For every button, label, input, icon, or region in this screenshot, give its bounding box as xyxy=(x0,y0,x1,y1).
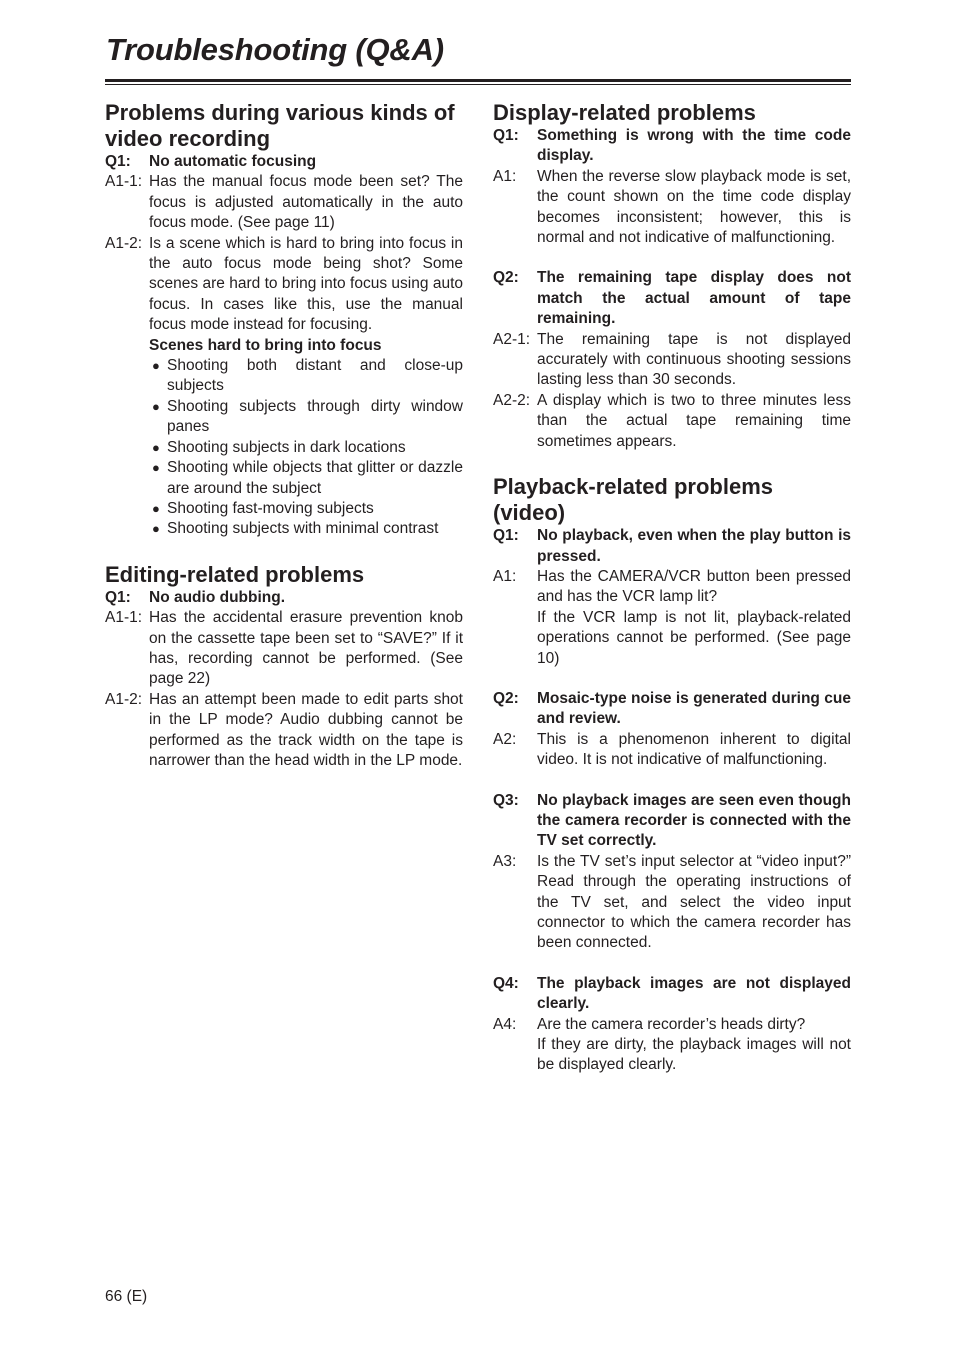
recording-q1 xyxy=(105,152,463,172)
editing-heading: Editing-related problems xyxy=(105,561,365,587)
title-rule-thick xyxy=(105,79,851,82)
answer-label: A1-2: xyxy=(105,234,143,252)
bullet-icon: ● xyxy=(152,460,160,476)
display-q1 xyxy=(493,126,851,167)
editing-section xyxy=(105,562,463,772)
display-q2 xyxy=(493,268,851,329)
question-label: Q3: xyxy=(493,791,519,809)
scenes-list xyxy=(149,356,463,540)
list-item: ● Shooting subjects with minimal contrast xyxy=(149,519,463,539)
question-label: Q2: xyxy=(493,269,519,287)
scenes-heading: Scenes hard to bring into focus xyxy=(149,336,382,354)
display-a2-1 xyxy=(493,330,851,391)
playback-q1 xyxy=(493,526,851,567)
answer-label: A4: xyxy=(493,1015,517,1033)
answer-text: If the VCR lamp is not lit, playback-related operations cannot be performed. (See page 10) xyxy=(537,608,851,667)
bullet-icon: ● xyxy=(152,500,160,516)
bullet-icon: ● xyxy=(152,358,160,374)
editing-a1-2 xyxy=(105,690,463,772)
answer-label: A1-1: xyxy=(105,173,143,191)
playback-a1-continued xyxy=(493,608,851,669)
answer-text: This is a phenomenon inherent to digital video. It is not indicative of malfunctioning. xyxy=(537,730,851,769)
answer-text: Is the TV set’s input selector at “video input?” Read through the operating instructions of the TV set, and select the video input connector to which the camera recorder has been connected. xyxy=(537,852,851,952)
question-text: No playback, even when the play button is pressed. xyxy=(537,527,851,565)
bullet-icon: ● xyxy=(152,398,160,414)
recording-a1-2 xyxy=(105,234,463,336)
answer-text: When the reverse slow playback mode is set, the count shown on the time code display becomes inconsistent; however, this is normal and not indicative of malfunctioning. xyxy=(537,167,851,247)
playback-a4 xyxy=(493,1015,851,1035)
question-text: The playback images are not displayed clearly. xyxy=(537,974,851,1013)
question-label: Q2: xyxy=(493,689,519,707)
playback-q3 xyxy=(493,791,851,852)
playback-q4 xyxy=(493,974,851,1015)
answer-label: A1-2: xyxy=(105,690,143,708)
display-heading: Display-related problems xyxy=(493,100,756,125)
page-title: Troubleshooting (Q&A) xyxy=(106,32,444,67)
recording-heading: Problems during various kinds of video recording xyxy=(105,100,455,151)
playback-a4-continued xyxy=(493,1035,851,1076)
list-item: ● Shooting subjects through dirty window panes xyxy=(149,397,463,438)
question-label: Q1: xyxy=(493,527,519,545)
recording-a1-1 xyxy=(105,172,463,233)
answer-text: Are the camera recorder’s heads dirty? xyxy=(537,1015,806,1033)
playback-section xyxy=(493,474,851,1076)
title-rule-thin xyxy=(105,84,851,85)
editing-a1-1 xyxy=(105,608,463,690)
playback-a1 xyxy=(493,567,851,608)
answer-label: A1: xyxy=(493,567,517,585)
list-item: ● Shooting subjects in dark locations xyxy=(149,438,463,458)
recording-section xyxy=(105,100,463,540)
question-text: Something is wrong with the time code display. xyxy=(537,127,851,165)
list-item: ● Shooting both distant and close-up subjects xyxy=(149,356,463,397)
answer-text: Has the manual focus mode been set? The focus is adjusted automatically in the auto focus mode. (See page 11) xyxy=(149,173,463,232)
answer-label: A1: xyxy=(493,167,517,185)
answer-text: The remaining tape is not displayed accurately with continuous shooting sessions lasting less than 30 seconds. xyxy=(537,330,851,389)
answer-text: Has the accidental erasure prevention knob on the cassette tape been set to “SAVE?” If it has, recording cannot be performed. (See page 22) xyxy=(149,609,463,688)
question-label: Q1: xyxy=(105,588,131,606)
answer-text: Has the CAMERA/VCR button been pressed and has the VCR lamp lit? xyxy=(537,567,851,606)
bullet-icon: ● xyxy=(152,439,160,455)
answer-label: A3: xyxy=(493,852,517,870)
display-a2-2 xyxy=(493,391,851,452)
question-text: No automatic focusing xyxy=(149,153,317,170)
answer-label: A2-1: xyxy=(493,330,531,348)
bullet-icon: ● xyxy=(152,521,160,537)
answer-text: If they are dirty, the playback images will not be displayed clearly. xyxy=(537,1036,851,1074)
answer-label: A1-1: xyxy=(105,609,143,627)
question-label: Q1: xyxy=(493,127,519,144)
left-column xyxy=(105,100,463,771)
question-text: Mosaic-type noise is generated during cue and review. xyxy=(537,689,851,728)
list-item: ● Shooting while objects that glitter or dazzle are around the subject xyxy=(149,458,463,499)
playback-q2 xyxy=(493,689,851,730)
answer-label: A2-2: xyxy=(493,391,531,409)
answer-text: Is a scene which is hard to bring into focus in the auto focus mode being shot? Some scenes are hard to bring into focus using auto focus. In cases like this, use the manual focus mode instead for focusing. xyxy=(149,234,463,334)
question-text: The remaining tape display does not match the actual amount of tape remaining. xyxy=(537,269,851,328)
playback-a3 xyxy=(493,852,851,954)
page-number: 66 (E) xyxy=(105,1288,148,1305)
answer-text: A display which is two to three minutes less than the actual tape remaining time sometimes appears. xyxy=(537,391,851,450)
question-label: Q4: xyxy=(493,974,519,992)
question-text: No playback images are seen even though the camera recorder is connected with the TV set correctly. xyxy=(537,791,851,850)
display-section xyxy=(493,100,851,452)
editing-q1 xyxy=(105,588,463,608)
answer-label: A2: xyxy=(493,730,517,748)
question-text: No audio dubbing. xyxy=(149,588,286,606)
playback-heading: Playback-related problems (video) xyxy=(493,474,774,526)
right-column xyxy=(493,100,851,1076)
answer-text: Has an attempt been made to edit parts shot in the LP mode? Audio dubbing cannot be performed as the track width on the tape is narrower than the head width in the LP mode. xyxy=(149,690,463,769)
question-label: Q1: xyxy=(105,153,131,170)
display-a1 xyxy=(493,167,851,249)
playback-a2 xyxy=(493,730,851,771)
list-item: ● Shooting fast-moving subjects xyxy=(149,499,463,519)
